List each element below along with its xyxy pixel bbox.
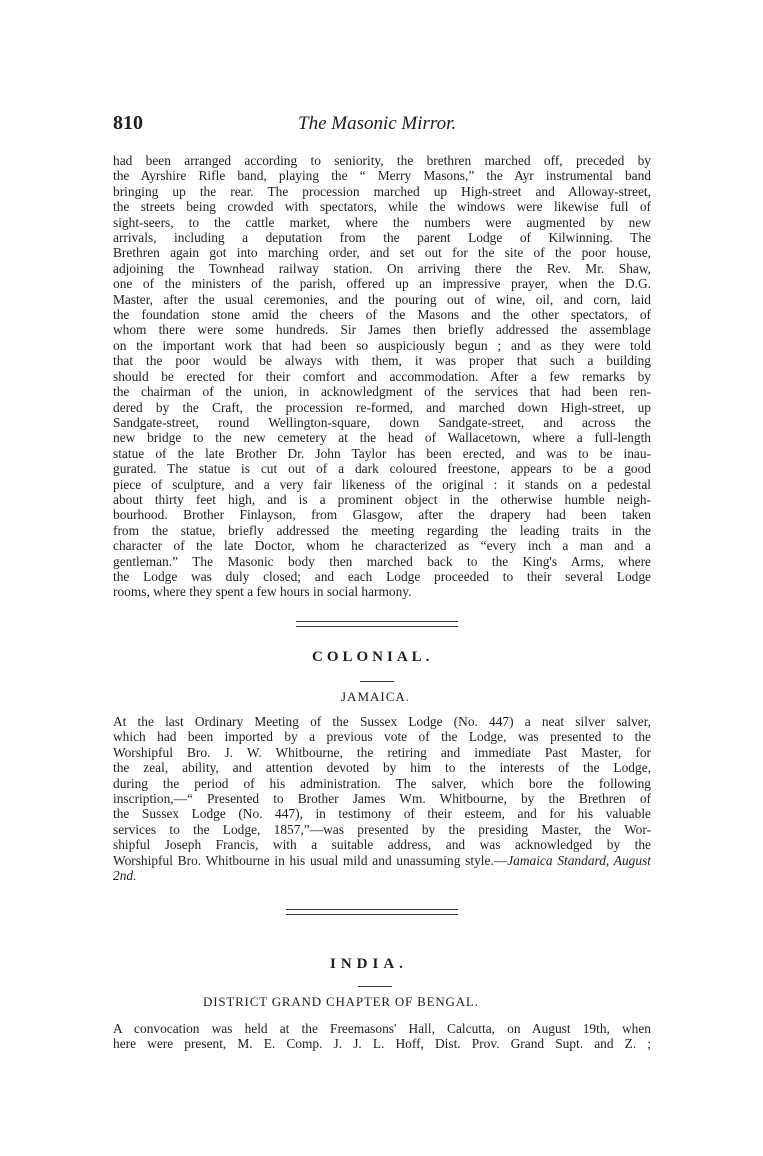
text-line: shipful Joseph Francis, with a suitable address, and was acknowledged by the xyxy=(113,837,651,853)
section-heading-colonial: COLONIAL. xyxy=(312,649,434,665)
text-line: had been arranged according to seniority, the brethren marched off, preceded by xyxy=(113,153,651,168)
text-line: here were present, M. E. Comp. J. J. L. Hoff, Dist. Prov. Grand Supt. and Z. ; xyxy=(113,1036,651,1052)
text-line: the chairman of the union, in acknowledgment of the services that had been ren- xyxy=(113,384,651,400)
text-line: one of the ministers of the parish, offered up an impressive prayer, when the D.G. xyxy=(113,276,651,292)
body-paragraph-bengal xyxy=(113,1021,651,1052)
text-line: gentleman.” The Masonic body then marched back to the King's Arms, where xyxy=(113,553,651,569)
running-head xyxy=(113,112,653,138)
page-number: 810 xyxy=(113,112,143,134)
text-line: that the poor would be always with them, it was proper that such a building xyxy=(113,353,651,369)
text-line: arrivals, including a deputation from the parent Lodge of Kilwinning. The xyxy=(113,230,651,246)
text-line: the streets being crowded with spectators, while the windows were likewise full of xyxy=(113,199,651,215)
source-citation: Jamaica Standard, August 2nd. xyxy=(113,852,651,884)
section-divider xyxy=(286,909,458,915)
text-line: rooms, where they spent a few hours in social harmony. xyxy=(113,584,412,600)
text-line: Worshipful Bro. J. W. Whitbourne, the retiring and immediate Past Master, for xyxy=(113,744,651,760)
text-line: inscription,—“ Presented to Brother James Wm. Whitbourne, by the Brethren of xyxy=(113,791,651,807)
subheading-bengal: DISTRICT GRAND CHAPTER OF BENGAL. xyxy=(203,994,479,1009)
text-line: the Lodge was duly closed; and each Lodge proceeded to their several Lodge xyxy=(113,568,651,584)
text-line: piece of sculpture, and a very fair likeness of the original : it stands on a pedestal xyxy=(113,476,651,492)
text-line: about thirty feet high, and is a prominent object in the otherwise humble neigh- xyxy=(113,491,651,507)
section-divider xyxy=(296,621,458,627)
text-line xyxy=(113,853,651,884)
body-paragraph-procession xyxy=(113,153,651,600)
text-line: bourhood. Brother Finlayson, from Glasgow, after the drapery had been taken xyxy=(113,507,651,523)
text-line: At the last Ordinary Meeting of the Sussex Lodge (No. 447) a neat silver salver, xyxy=(113,714,651,729)
text-span: Worshipful Bro. Whitbourne in his usual mild and unassuming style.— xyxy=(113,852,508,868)
text-line: statue of the late Brother Dr. John Taylor has been erected, and was to be inau- xyxy=(113,445,651,461)
text-line: the foundation stone amid the cheers of the Masons and the other spectators, of xyxy=(113,307,651,323)
text-line: A convocation was held at the Freemasons' Hall, Calcutta, on August 19th, when xyxy=(113,1021,651,1036)
text-line: Brethren again got into marching order, and set out for the site of the poor house, xyxy=(113,245,651,261)
text-line: the zeal, ability, and attention devoted by him to the interests of the Lodge, xyxy=(113,760,651,776)
text-line: new bridge to the new cemetery at the head of Wallacetown, where a full-length xyxy=(113,430,651,446)
text-line: on the important work that had been so auspiciously begun ; and as they were told xyxy=(113,337,651,353)
text-line: adjoining the Townhead railway station. On arriving there the Rev. Mr. Shaw, xyxy=(113,260,651,276)
text-line: bringing up the rear. The procession marched up High-street and Alloway-street, xyxy=(113,183,651,199)
heading-rule xyxy=(360,681,394,682)
text-line: dered by the Craft, the procession re-formed, and marched down High-street, up xyxy=(113,399,651,415)
text-line: should be erected for their comfort and accommodation. After a few remarks by xyxy=(113,368,651,384)
text-line: services to the Lodge, 1857,”—was presented by the presiding Master, the Wor- xyxy=(113,821,651,837)
text-line: Sandgate-street, round Wellington-square, down Sandgate-street, and across the xyxy=(113,414,651,430)
text-line: the Sussex Lodge (No. 447), in testimony of their esteem, and for his valuable xyxy=(113,806,651,822)
text-line: the Ayrshire Rifle band, playing the “ Merry Masons,” the Ayr instrumental band xyxy=(113,168,651,184)
text-line: gurated. The statue is cut out of a dark coloured freestone, appears to be a good xyxy=(113,461,651,477)
text-line: whom there were some hundreds. Sir James then briefly addressed the assemblage xyxy=(113,322,651,338)
heading-rule xyxy=(358,986,392,987)
text-line: which had been imported by a previous vote of the Lodge, was presented to the xyxy=(113,729,651,745)
text-line: from the statue, briefly addressed the meeting regarding the leading traits in the xyxy=(113,522,651,538)
text-line: character of the late Doctor, whom he characterized as “every inch a man and a xyxy=(113,538,651,554)
text-line: sight-seers, to the cattle market, where the numbers were augmented by new xyxy=(113,214,651,230)
text-line: during the period of his administration. The salver, which bore the following xyxy=(113,775,651,791)
text-line: Master, after the usual ceremonies, and the pouring out of wine, oil, and corn, laid xyxy=(113,291,651,307)
section-heading-india: INDIA. xyxy=(330,956,408,972)
body-paragraph-jamaica xyxy=(113,714,651,883)
subheading-jamaica: JAMAICA. xyxy=(341,689,411,704)
journal-title: The Masonic Mirror. xyxy=(298,113,457,134)
